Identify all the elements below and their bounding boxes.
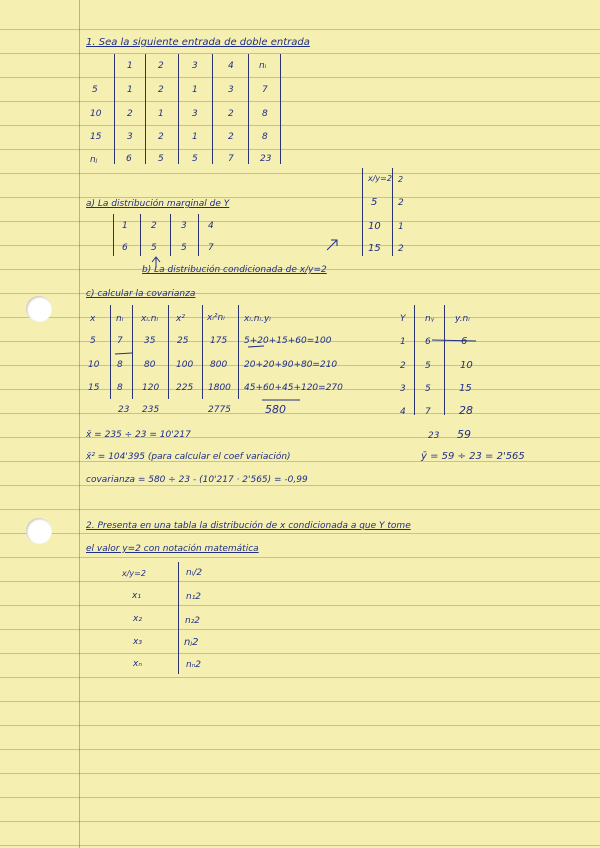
table1-cell: 7 [262, 85, 268, 95]
table1-cell: 8 [262, 132, 268, 142]
table1-cell: 2 [158, 85, 164, 95]
q2-table-cell: nⱼ2 [184, 637, 199, 648]
covariance-formula: covarianza = 580 ÷ 23 - (10'217 · 2'565) = -0,99 [86, 475, 308, 485]
ytable-cell: 7 [425, 407, 431, 417]
table1-cell: 2 [228, 132, 234, 142]
ctable-header: nᵢ [116, 314, 124, 324]
table1-cell: 6 [126, 154, 132, 164]
ytable-cell: 15 [459, 383, 472, 394]
ytable-cell: 3 [400, 384, 406, 394]
table1-header-cell: 1 [127, 61, 133, 71]
table1-cell: 2 [127, 109, 133, 119]
table1-cell: 1 [127, 85, 133, 95]
ytable-header: y.nᵢ [455, 314, 470, 324]
ctable-total: 580 [265, 403, 286, 416]
q2-table-cell: x₃ [133, 637, 142, 647]
table1-header-cell: nᵢ [259, 61, 267, 71]
ctable-line [202, 305, 203, 399]
marg-value: 2 [151, 221, 157, 231]
marg-value: 3 [181, 221, 187, 231]
table1-row-label: nⱼ [90, 155, 98, 165]
ctable-cell: 25 [177, 336, 189, 346]
ytable-cell: 2 [400, 361, 406, 371]
ytable-header: Y [400, 314, 406, 324]
q1-title: 1. Sea la siguiente entrada de doble entrada [86, 37, 310, 48]
part-c-label: c) calcular la covarianza [86, 289, 196, 299]
ytable-cell: 10 [460, 360, 473, 371]
table1-cell: 1 [158, 109, 164, 119]
x-squared-mean: x̄² = 104'395 (para calcular el coef variación) [86, 452, 291, 462]
cond-cell: 1 [398, 222, 404, 232]
table1-cell: 1 [192, 132, 198, 142]
q2-table-cell: n₂2 [185, 616, 201, 626]
table1-cell: 5 [158, 154, 164, 164]
ctable-cell: 175 [210, 336, 228, 346]
q2-title-line2: el valor y=2 con notación matemática [86, 544, 259, 554]
q2-table-header: nᵢ/2 [186, 568, 203, 578]
ctable-cell: 7 [117, 336, 123, 346]
table1-header-cell: 3 [192, 61, 198, 71]
q2-table-cell: nₙ2 [186, 660, 202, 670]
q2-table-header: x/y=2 [122, 569, 146, 578]
ctable-cell: 80 [144, 360, 156, 370]
ctable-cell: 225 [176, 383, 194, 393]
table1-header-cell: 2 [158, 61, 164, 71]
cond-cell: 15 [368, 243, 381, 254]
table1-row-label: 15 [90, 132, 102, 142]
marg-count: 7 [208, 243, 214, 253]
table1-cell: 5 [192, 154, 198, 164]
ctable-line [132, 305, 133, 399]
ytable-cell: 6 [425, 337, 431, 347]
ctable-cell: 5+20+15+60=100 [244, 336, 332, 346]
ytable-cell: 4 [400, 407, 406, 417]
cond-cell: 2 [398, 198, 404, 208]
ctable-cell: 8 [117, 360, 123, 370]
part-a-label: a) La distribución marginal de Y [86, 199, 230, 209]
ctable-header: xᵢ.nᵢ [141, 314, 159, 324]
marg-value: 4 [208, 221, 214, 231]
y-mean: ȳ = 59 ÷ 23 = 2'565 [421, 451, 525, 462]
q2-table-line [178, 562, 179, 674]
marg-count: 6 [122, 243, 128, 253]
marg-count: 5 [151, 243, 157, 253]
ctable-total: 235 [142, 405, 160, 415]
ctable-header: x [90, 314, 96, 324]
ctable-total: 2775 [208, 405, 231, 415]
table1-header-cell: 4 [228, 61, 234, 71]
q2-title-line1: 2. Presenta en una tabla la distribución de x condicionada a que Y tome [86, 521, 411, 531]
ctable-line [110, 305, 111, 399]
ytable-header: nᵧ [425, 314, 435, 324]
ctable-cell: 800 [210, 360, 228, 370]
cond-cell: 5 [371, 197, 378, 208]
cond-cell: 2 [398, 244, 404, 254]
q2-table-cell: xₙ [133, 659, 142, 669]
ytable-total: 59 [457, 428, 471, 441]
table1-cell: 2 [228, 109, 234, 119]
ytable-line [414, 305, 415, 415]
ctable-cell: 1800 [208, 383, 231, 393]
ytable-cell: 1 [400, 337, 406, 347]
table1-cell: 23 [260, 154, 272, 164]
ctable-line [168, 305, 169, 399]
ctable-total: 23 [118, 405, 130, 415]
ctable-header: xᵢ.nᵢ.yᵢ [244, 314, 271, 324]
cond-cell: 10 [368, 221, 381, 232]
ytable-total: 23 [428, 431, 440, 441]
table1-row-label: 5 [92, 85, 98, 95]
ctable-cell: 45+60+45+120=270 [244, 383, 343, 393]
arrow-up-icon [152, 257, 160, 268]
table1-cell: 1 [192, 85, 198, 95]
ytable-line [444, 305, 445, 415]
x-mean: x̄ = 235 ÷ 23 = 10'217 [86, 430, 191, 440]
cond-header: 2 [398, 175, 404, 184]
ctable-header: x² [176, 314, 185, 324]
table1-cell: 8 [262, 109, 268, 119]
cond-header: x/y=2 [368, 174, 392, 183]
q2-table-cell: x₂ [133, 614, 142, 624]
ctable-cell: 15 [88, 383, 100, 393]
ctable-cell: 35 [144, 336, 156, 346]
marg-count: 5 [181, 243, 187, 253]
ctable-line [238, 305, 239, 399]
ctable-cell: 120 [142, 383, 160, 393]
ctable-cell: 100 [176, 360, 194, 370]
ytable-cell: 6 [461, 336, 468, 347]
ytable-cell: 5 [425, 361, 431, 371]
table1-cell: 3 [228, 85, 234, 95]
table1-cell: 2 [158, 132, 164, 142]
ctable-cell: 5 [90, 336, 96, 346]
table1-cell: 3 [192, 109, 198, 119]
ctable-cell: 8 [117, 383, 123, 393]
q2-table-cell: n₁2 [186, 592, 202, 602]
ytable-cell: 28 [459, 404, 473, 417]
table1-cell: 7 [228, 154, 234, 164]
q2-table-cell: x₁ [132, 591, 141, 601]
arrow-diagonal-icon [327, 240, 337, 250]
ctable-cell: 20+20+90+80=210 [244, 360, 338, 370]
ctable-header: xᵢ²nᵢ [207, 313, 225, 323]
marg-value: 1 [122, 221, 128, 231]
table1-row-label: 10 [90, 109, 102, 119]
ctable-cell: 10 [88, 360, 100, 370]
part-b-label: b) La distribución condicionada de x/y=2 [142, 265, 327, 275]
ytable-cell: 5 [425, 384, 431, 394]
table1-cell: 3 [127, 132, 133, 142]
